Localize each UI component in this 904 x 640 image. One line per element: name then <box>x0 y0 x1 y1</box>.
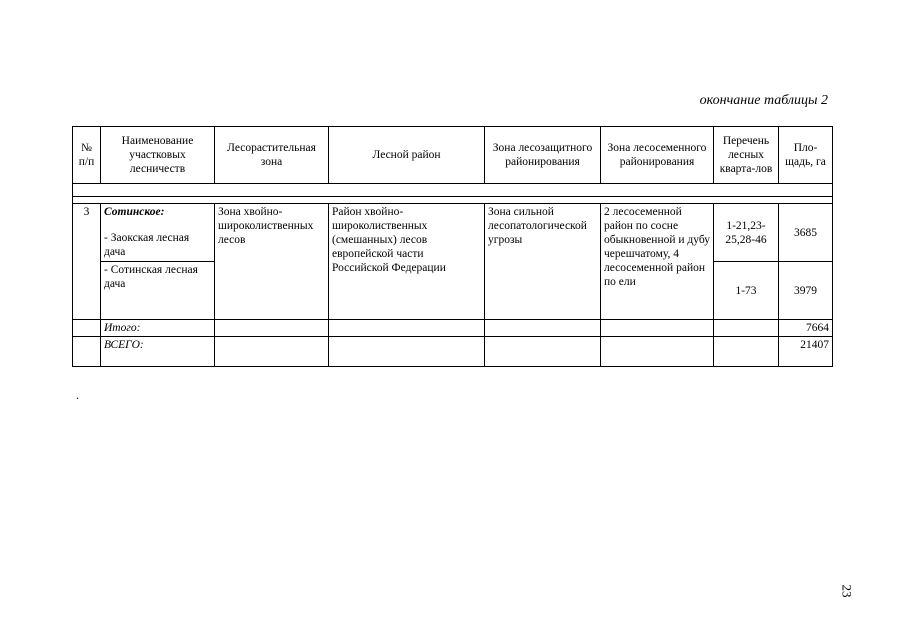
subtotal-label: Итого: <box>101 320 215 337</box>
sub2-quarters: 1-73 <box>714 262 779 320</box>
header-protect: Зона лесозащитного районирования <box>485 127 601 184</box>
table-row <box>73 204 833 262</box>
total-value: 21407 <box>779 337 833 367</box>
forestry-table <box>72 126 833 367</box>
header-name: Наименование участковых лесничеств <box>101 127 215 184</box>
row-protect: Зона сильной лесопатологической угрозы <box>485 204 601 320</box>
row-name-cell <box>101 204 215 262</box>
row-seed: 2 лесосеменной район по сосне обыкновенной и дубу черешчатому, 4 лесосеменной район по ели <box>601 204 714 320</box>
header-zone: Лесорастительная зона <box>215 127 329 184</box>
sub1-quarters: 1-21,23-25,28-46 <box>714 204 779 262</box>
row-name: Сотинское: <box>104 206 165 218</box>
spacer-row <box>73 197 833 204</box>
header-seed: Зона лесосеменного районирования <box>601 127 714 184</box>
total-row <box>73 337 833 367</box>
row-zone: Зона хвойно-широколиственных лесов <box>215 204 329 320</box>
row-district: Район хвойно-широколиственных (смешанных) лесов европейской части Российской Федерации <box>329 204 485 320</box>
header-area: Пло-щадь, га <box>779 127 833 184</box>
sub1-area: 3685 <box>779 204 833 262</box>
subtotal-value: 7664 <box>779 320 833 337</box>
sub2-area: 3979 <box>779 262 833 320</box>
sub2-name: - Сотинская лесная дача <box>101 262 215 320</box>
header-quarters: Перечень лесных кварта-лов <box>714 127 779 184</box>
table-caption: окончание таблицы 2 <box>699 93 828 108</box>
header-num: № п/п <box>73 127 101 184</box>
empty-row <box>73 184 833 197</box>
total-label: ВСЕГО: <box>101 337 215 367</box>
header-row <box>73 127 833 184</box>
row-num: 3 <box>73 204 101 320</box>
subtotal-row <box>73 320 833 337</box>
sub1-name: - Заокская лесная дача <box>104 232 190 258</box>
page-number: 23 <box>839 584 855 598</box>
header-district: Лесной район <box>329 127 485 184</box>
footer-dot: . <box>76 388 79 402</box>
